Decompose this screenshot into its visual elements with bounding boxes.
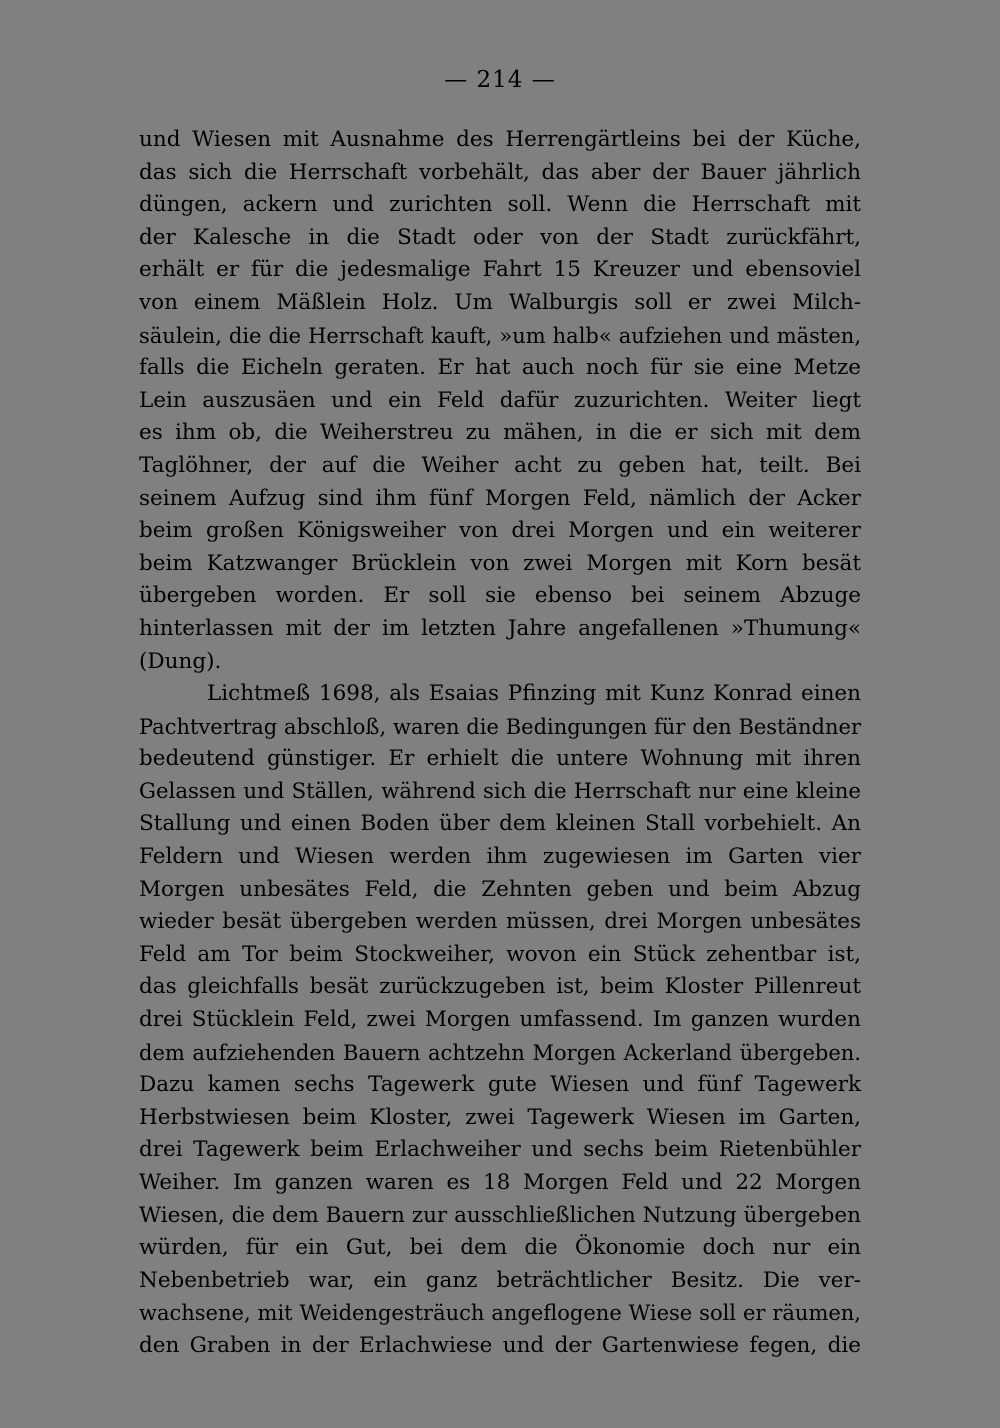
- text-line: das gleichfalls besät zurückzugeben ist, beim Kloster Pillenreut: [139, 974, 861, 1000]
- text-line: Stallung und einen Boden über dem kleinen Stall vorbehielt. An: [139, 811, 861, 837]
- text-line: drei Stücklein Feld, zwei Morgen umfassend. Im ganzen wurden: [139, 1007, 861, 1033]
- body-text: [139, 124, 861, 1363]
- text-line: den Graben in der Erlachwiese und der Gartenwiese fegen, die: [139, 1332, 861, 1358]
- text-line: Morgen unbesätes Feld, die Zehnten geben und beim Abzug: [139, 876, 861, 902]
- text-line: erhält er für die jedesmalige Fahrt 15 Kreuzer und ebensoviel: [139, 257, 861, 283]
- text-line: beim großen Königsweiher von drei Morgen und ein weiterer: [139, 518, 861, 544]
- text-line: und Wiesen mit Ausnahme des Herrengärtleins bei der Küche,: [139, 127, 861, 152]
- text-line: Dazu kamen sechs Tagewerk gute Wiesen und fünf Tagewerk: [139, 1072, 861, 1098]
- text-line: Lein auszusäen und ein Feld dafür zuzurichten. Weiter liegt: [139, 387, 861, 413]
- text-line: hinterlassen mit der im letzten Jahre angefallenen »Thumung«: [139, 615, 861, 641]
- text-line: Nebenbetrieb war, ein ganz beträchtlicher Besitz. Die ver-: [139, 1267, 861, 1293]
- text-line: dem aufziehenden Bauern achtzehn Morgen Ackerland übergeben.: [139, 1040, 861, 1065]
- paragraph-start-line: Lichtmeß 1698, als Esaias Pfinzing mit Kunz Konrad einen: [207, 681, 861, 707]
- text-line: von einem Mäßlein Holz. Um Walburgis soll er zwei Milch-: [139, 289, 861, 315]
- text-line: falls die Eicheln geraten. Er hat auch noch für sie eine Metze: [139, 355, 861, 381]
- text-line: seinem Aufzug sind ihm fünf Morgen Feld, nämlich der Acker: [139, 485, 861, 511]
- text-line: Pachtvertrag abschloß, waren die Bedingungen für den Beständner: [139, 714, 861, 739]
- text-line: beim Katzwanger Brücklein von zwei Morgen mit Korn besät: [139, 550, 861, 576]
- text-line: Feldern und Wiesen werden ihm zugewiesen im Garten vier: [139, 844, 861, 870]
- text-line: das sich die Herrschaft vorbehält, das aber der Bauer jährlich: [139, 159, 861, 185]
- text-line: bedeutend günstiger. Er erhielt die untere Wohnung mit ihren: [139, 746, 861, 772]
- paragraph-end-line: (Dung).: [139, 648, 222, 674]
- text-line: Taglöhner, der auf die Weiher acht zu geben hat, teilt. Bei: [139, 452, 861, 478]
- text-line: übergeben worden. Er soll sie ebenso bei seinem Abzuge: [139, 583, 861, 609]
- text-line: der Kalesche in die Stadt oder von der Stadt zurückfährt,: [139, 224, 861, 250]
- text-line: Gelassen und Ställen, während sich die Herrschaft nur eine kleine: [139, 778, 861, 804]
- page-number: — 214 —: [444, 67, 556, 93]
- text-line: wieder besät übergeben werden müssen, drei Morgen unbesätes: [139, 909, 861, 935]
- text-line: Wiesen, die dem Bauern zur ausschließlichen Nutzung übergeben: [139, 1202, 861, 1228]
- text-line: Herbstwiesen beim Kloster, zwei Tagewerk Wiesen im Garten,: [139, 1104, 861, 1130]
- text-line: Weiher. Im ganzen waren es 18 Morgen Feld und 22 Morgen: [139, 1170, 861, 1195]
- text-line: wachsene, mit Weidengesträuch angeflogene Wiese soll er räumen,: [139, 1301, 861, 1326]
- text-line: säulein, die die Herrschaft kauft, »um halb« aufziehen und mästen,: [139, 323, 861, 348]
- text-line: düngen, ackern und zurichten soll. Wenn die Herrschaft mit: [139, 192, 861, 218]
- text-line: Feld am Tor beim Stockweiher, wovon ein Stück zehentbar ist,: [139, 941, 861, 967]
- text-line: drei Tagewerk beim Erlachweiher und sechs beim Rietenbühler: [139, 1137, 861, 1163]
- text-line: würden, für ein Gut, bei dem die Ökonomie doch nur ein: [139, 1235, 861, 1261]
- text-line: es ihm ob, die Weiherstreu zu mähen, in die er sich mit dem: [139, 420, 861, 446]
